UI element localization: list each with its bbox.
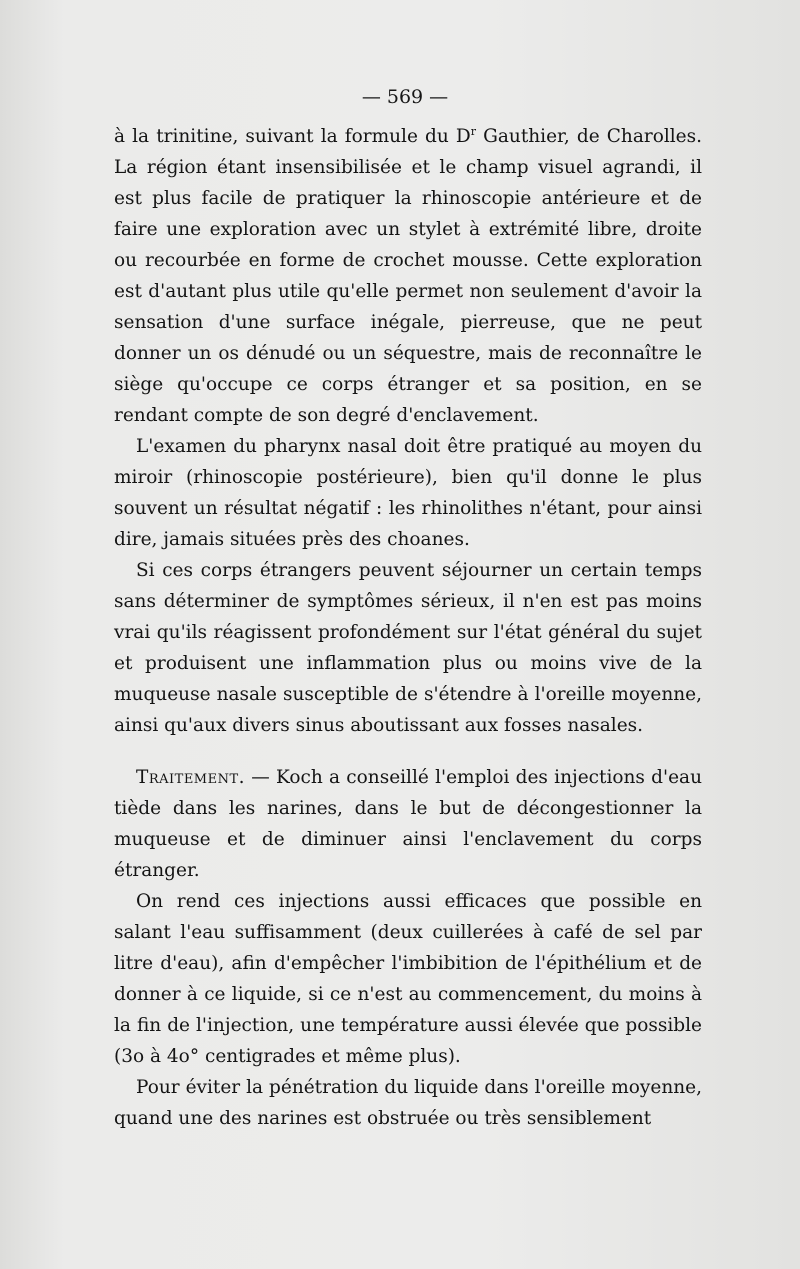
superscript: r (470, 124, 476, 138)
paragraph-text: On rend ces injections aussi efficaces que possible en salant l'eau suffisamment (deux cuillerées à café de sel par litre d'eau), afin d'empêcher l'imbibition de l'épithélium et de donner à ce liquide, si ce n'est au commencement, du moins à la fin de l'injection, une température aussi élevée que possible (3o à 4o° centigrades et même plus). (114, 891, 702, 1067)
paragraph-text: Pour éviter la pénétration du liquide dans l'oreille moyenne, quand une des narines est obstruée ou très sensiblement (114, 1077, 702, 1129)
paragraph-1 (114, 121, 702, 431)
paragraph-text: — Koch a conseillé l'emploi des injections d'eau tiède dans les narines, dans le but de décongestionner la muqueuse et de diminuer ainsi l'enclavement du corps étranger. (114, 767, 702, 881)
body-text (114, 121, 702, 1134)
paragraph-2 (114, 431, 702, 555)
section-heading: Traitement. (136, 767, 246, 788)
paragraph-text: à la trinitine, suivant la formule du D (114, 126, 471, 147)
paragraph-text: Si ces corps étrangers peuvent séjourner un certain temps sans déterminer de symptômes sérieux, il n'en est pas moins vrai qu'ils réagissent profondément sur l'état général du sujet et produisent une inflammation plus ou moins vive de la muqueuse nasale susceptible de s'étendre à l'oreille moyenne, ainsi qu'aux divers sinus aboutissant aux fosses nasales. (114, 560, 702, 736)
paragraph-text: L'examen du pharynx nasal doit être pratiqué au moyen du miroir (rhinoscopie postérieure), bien qu'il donne le plus souvent un résultat négatif : les rhinolithes n'étant, pour ainsi dire, jamais situées près des choanes. (114, 436, 702, 550)
paragraph-text: Gauthier, de Charolles. La région étant insensibilisée et le champ visuel agrandi, il est plus facile de pratiquer la rhinoscopie antérieure et de faire une exploration avec un stylet à extrémité libre, droite ou recourbée en forme de crochet mousse. Cette exploration est d'autant plus utile qu'elle permet non seulement d'avoir la sensation d'une surface inégale, pierreuse, que ne peut donner un os dénudé ou un séquestre, mais de reconnaître le siège qu'occupe ce corps étranger et sa position, en se rendant compte de son degré d'enclavement. (114, 126, 702, 426)
paragraph-6 (114, 1072, 702, 1134)
paragraph-traitement (114, 762, 702, 886)
page-number: — 569 — (361, 86, 449, 108)
paragraph-3 (114, 555, 702, 741)
paragraph-5 (114, 886, 702, 1072)
